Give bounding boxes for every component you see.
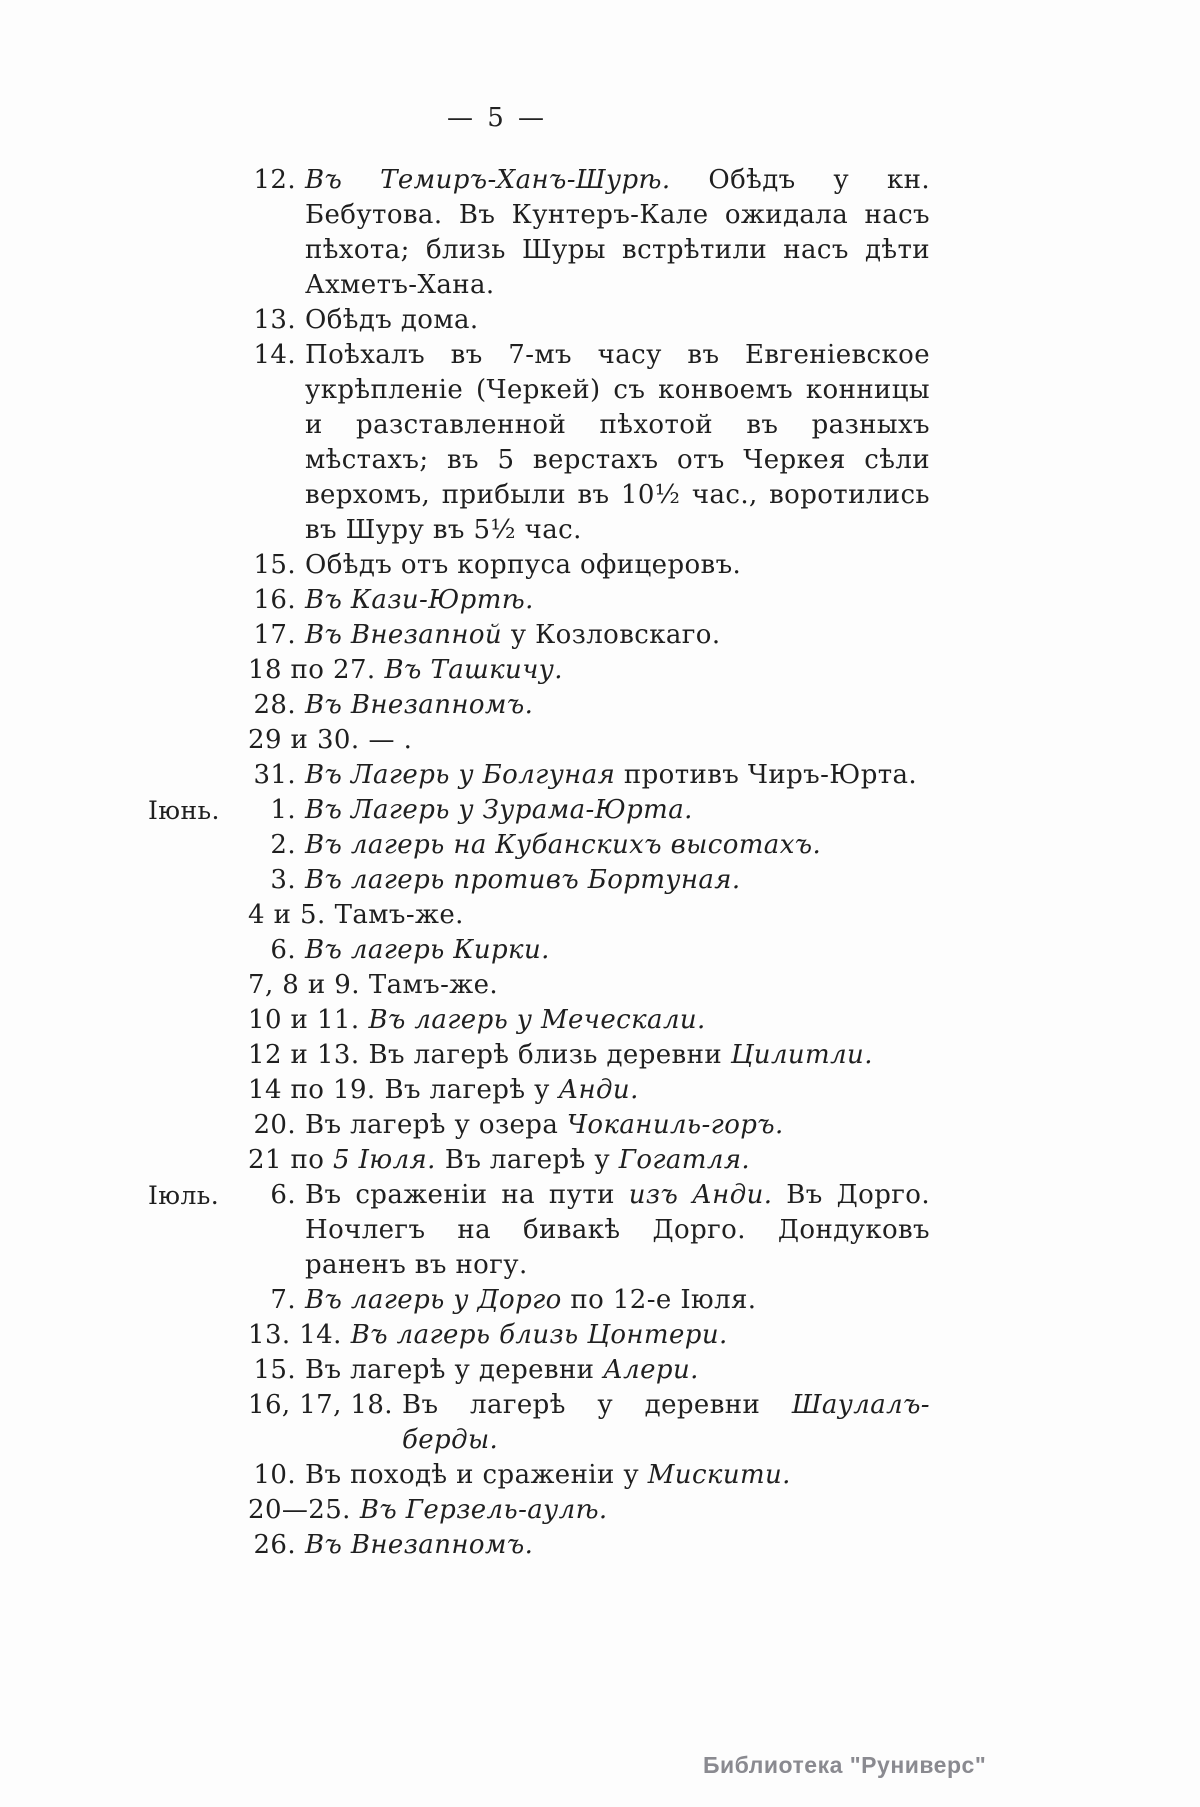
- text-segment: Въ Лагерь у Зурама-Юрта.: [305, 795, 693, 825]
- entry-text: [305, 688, 930, 723]
- diary-entry: [248, 933, 930, 968]
- entry-date-label: [248, 898, 335, 933]
- diary-entry: [248, 968, 930, 1003]
- text-segment: Поѣхалъ въ 7-мъ часу въ Евгеніевское укрѣпленіе (Черкей) съ конвоемъ конницы и разставленной пѣхотой въ разныхъ мѣстахъ; въ 5 верстахъ отъ Черкея сѣли верхомъ, прибыли въ 10½ час., воротились въ Шуру въ 5½ час.: [305, 340, 930, 545]
- text-segment: Въ Внезапной: [305, 620, 503, 650]
- entry-text: [305, 863, 930, 898]
- entry-text: [305, 1178, 930, 1283]
- text-segment: Чоканиль-горъ.: [566, 1110, 784, 1140]
- month-margin-label: Іюль.: [148, 1181, 220, 1210]
- text-segment: Въ походѣ и сраженіи у: [305, 1460, 648, 1490]
- entry-text: [360, 1493, 930, 1528]
- entry-text: [305, 548, 930, 583]
- text-segment: 4 и 5.: [248, 900, 326, 930]
- entry-text: [305, 163, 930, 303]
- entry-text: [305, 933, 930, 968]
- text-segment: 20—25.: [248, 1495, 351, 1525]
- text-segment: Въ Кази-Юртѣ.: [305, 585, 534, 615]
- entry-date-label: [248, 338, 305, 373]
- entry-text: [369, 968, 930, 1003]
- entry-date-label: [248, 1178, 305, 1213]
- diary-entry: [248, 548, 930, 583]
- text-segment: Въ лагерь противъ Бортуная.: [305, 865, 741, 895]
- diary-entry: [148, 1178, 930, 1283]
- diary-entries-list: [148, 163, 931, 1563]
- entry-text: [305, 1353, 930, 1388]
- entry-date-label: [248, 1458, 305, 1493]
- diary-entry: [248, 1143, 930, 1178]
- diary-entry: [248, 303, 930, 338]
- diary-entry: [248, 1493, 930, 1528]
- text-segment: Тамъ-же.: [334, 900, 464, 930]
- entry-text: [305, 1108, 930, 1143]
- entry-date-label: [248, 303, 305, 338]
- diary-entry: [248, 828, 930, 863]
- text-segment: Въ лагерь близь Цонтери.: [350, 1320, 728, 1350]
- text-segment: Въ лагерѣ у озера: [305, 1110, 567, 1140]
- diary-entry: [148, 793, 930, 828]
- text-segment: Анди.: [558, 1075, 639, 1105]
- text-segment: 6.: [270, 1180, 296, 1210]
- text-segment: Въ Внезапномъ.: [305, 1530, 534, 1560]
- text-segment: Обѣдъ дома.: [305, 305, 479, 335]
- entry-text: [305, 1458, 930, 1493]
- diary-entry: [248, 1353, 930, 1388]
- text-segment: Въ Дорго. Ночлегъ на бивакѣ Дорго. Дондуковъ раненъ въ ногу.: [305, 1180, 930, 1280]
- text-segment: 20.: [253, 1110, 296, 1140]
- text-segment: Въ лагерь у Меческали.: [368, 1005, 706, 1035]
- text-segment: Въ лагерѣ у: [384, 1075, 559, 1105]
- entry-text: [305, 1528, 930, 1563]
- text-segment: Въ лагерѣ близь деревни: [368, 1040, 731, 1070]
- diary-entry: [248, 1388, 930, 1458]
- entry-text: [305, 583, 930, 618]
- text-segment: Въ сраженіи на пути: [305, 1180, 629, 1210]
- entry-date-label: [248, 758, 305, 793]
- entry-date-label: [248, 1073, 385, 1108]
- entry-text: [335, 898, 930, 933]
- text-segment: 14.: [253, 340, 296, 370]
- diary-entry: [248, 758, 930, 793]
- entry-text: [445, 1143, 930, 1178]
- entry-date-label: [248, 828, 305, 863]
- text-segment: у Козловскаго.: [502, 620, 721, 650]
- text-segment: Шаулалъ-берды.: [401, 1390, 930, 1455]
- entry-date-label: [248, 723, 369, 758]
- text-segment: Мискити.: [647, 1460, 791, 1490]
- text-segment: Въ лагерь у Дорго: [305, 1285, 562, 1315]
- diary-entry: [248, 723, 930, 758]
- diary-entry: [248, 1318, 930, 1353]
- text-segment: Въ лагерь Кирки.: [305, 935, 550, 965]
- entry-date-label: [248, 163, 305, 198]
- text-segment: противъ Чиръ-Юрта.: [615, 760, 918, 790]
- text-segment: Въ Ташкичу.: [384, 655, 563, 685]
- entry-date-label: [248, 618, 305, 653]
- text-segment: Въ лагерѣ у деревни: [401, 1390, 792, 1420]
- text-segment: 29 и 30.: [248, 725, 360, 755]
- text-segment: Въ Лагерь у Болгуная: [305, 760, 616, 790]
- text-segment: Алери.: [603, 1355, 699, 1385]
- library-watermark: Библиотека "Руниверс": [703, 1752, 987, 1778]
- entry-text: [305, 828, 930, 863]
- text-segment: 7, 8 и 9.: [248, 970, 360, 1000]
- text-segment: 21 по: [248, 1145, 333, 1175]
- text-segment: 13.: [253, 305, 296, 335]
- diary-entry: [248, 1528, 930, 1563]
- text-segment: 16.: [253, 585, 296, 615]
- diary-entry: [248, 1038, 930, 1073]
- text-segment: 6.: [270, 935, 296, 965]
- entry-date-label: [248, 688, 305, 723]
- text-segment: 12.: [253, 165, 296, 195]
- diary-entry: [248, 1073, 930, 1108]
- entry-date-label: [248, 793, 305, 828]
- entry-date-label: [248, 968, 369, 1003]
- text-segment: 18 по 27.: [248, 655, 376, 685]
- text-segment: 1.: [270, 795, 296, 825]
- text-segment: Въ лагерѣ у деревни: [305, 1355, 604, 1385]
- page-number: — 5 —: [446, 103, 548, 133]
- text-segment: 17.: [253, 620, 296, 650]
- text-segment: Гогатля.: [618, 1145, 751, 1175]
- diary-entry: [248, 898, 930, 933]
- diary-entry: [248, 1458, 930, 1493]
- text-segment: Въ лагерѣ у: [444, 1145, 619, 1175]
- diary-entry: [248, 338, 930, 548]
- entry-text: [369, 1038, 931, 1073]
- diary-entry: [248, 1283, 930, 1318]
- text-segment: Въ Герзель-аулѣ.: [359, 1495, 608, 1525]
- text-segment: 15.: [253, 550, 296, 580]
- text-segment: Цилитли.: [730, 1040, 873, 1070]
- entry-date-label: [248, 1528, 305, 1563]
- diary-entry: [248, 653, 930, 688]
- text-segment: Обѣдъ у кн. Бебутова. Въ Кунтеръ-Кале ожидала насъ пѣхота; близь Шуры встрѣтили насъ дѣти Ахметъ-Хана.: [305, 165, 931, 300]
- text-segment: Обѣдъ отъ корпуса офицеровъ.: [305, 550, 742, 580]
- text-segment: 13. 14.: [248, 1320, 342, 1350]
- entry-text: [402, 1388, 930, 1458]
- entry-date-label: [248, 653, 385, 688]
- entry-date-label: [248, 1003, 369, 1038]
- text-segment: 28.: [253, 690, 296, 720]
- diary-entry: [248, 618, 930, 653]
- text-segment: Тамъ-же.: [368, 970, 499, 1000]
- text-segment: 26.: [253, 1530, 296, 1560]
- entry-text: [305, 758, 930, 793]
- text-segment: 5 Іюля.: [333, 1145, 436, 1175]
- text-segment: 10 и 11.: [248, 1005, 360, 1035]
- entry-date-label: [248, 548, 305, 583]
- entry-text: [305, 338, 930, 548]
- text-segment: по 12-е Іюля.: [561, 1285, 757, 1315]
- text-segment: 15.: [253, 1355, 296, 1385]
- entry-date-label: [248, 1108, 305, 1143]
- diary-entry: [248, 863, 930, 898]
- text-segment: 3.: [270, 865, 296, 895]
- entry-text: [305, 793, 930, 828]
- diary-entry: [248, 1108, 930, 1143]
- text-segment: — .: [368, 725, 413, 755]
- diary-entry: [248, 688, 930, 723]
- text-segment: изъ Анди.: [628, 1180, 773, 1210]
- entry-date-label: [248, 583, 305, 618]
- entry-date-label: [248, 1283, 305, 1318]
- text-segment: 14 по 19.: [248, 1075, 376, 1105]
- entry-text: [351, 1318, 930, 1353]
- entry-text: [305, 303, 930, 338]
- entry-text: [369, 723, 931, 758]
- month-margin-label: Іюнь.: [148, 796, 220, 825]
- text-segment: 7.: [270, 1285, 296, 1315]
- text-segment: 12 и 13.: [248, 1040, 360, 1070]
- entry-text: [305, 1283, 930, 1318]
- entry-text: [385, 653, 930, 688]
- entry-date-label: [248, 1388, 402, 1423]
- text-segment: 16, 17, 18.: [248, 1390, 393, 1420]
- diary-entry: [248, 1003, 930, 1038]
- entry-date-label: [248, 1493, 360, 1528]
- diary-entry: [248, 583, 930, 618]
- text-segment: 31.: [253, 760, 296, 790]
- text-segment: Въ Внезапномъ.: [305, 690, 534, 720]
- entry-text: [369, 1003, 931, 1038]
- diary-entry: [248, 163, 930, 303]
- text-segment: Въ лагерь на Кубанскихъ высотахъ.: [305, 830, 822, 860]
- entry-date-label: [248, 1318, 351, 1353]
- text-segment: 2.: [270, 830, 296, 860]
- entry-text: [305, 618, 930, 653]
- entry-date-label: [248, 933, 305, 968]
- entry-date-label: [248, 1353, 305, 1388]
- entry-text: [385, 1073, 930, 1108]
- entry-date-label: [248, 1038, 369, 1073]
- text-segment: Въ Темиръ-Ханъ-Шурѣ.: [305, 165, 671, 195]
- entry-date-label: [248, 863, 305, 898]
- entry-date-label: [248, 1143, 445, 1178]
- text-segment: 10.: [253, 1460, 296, 1490]
